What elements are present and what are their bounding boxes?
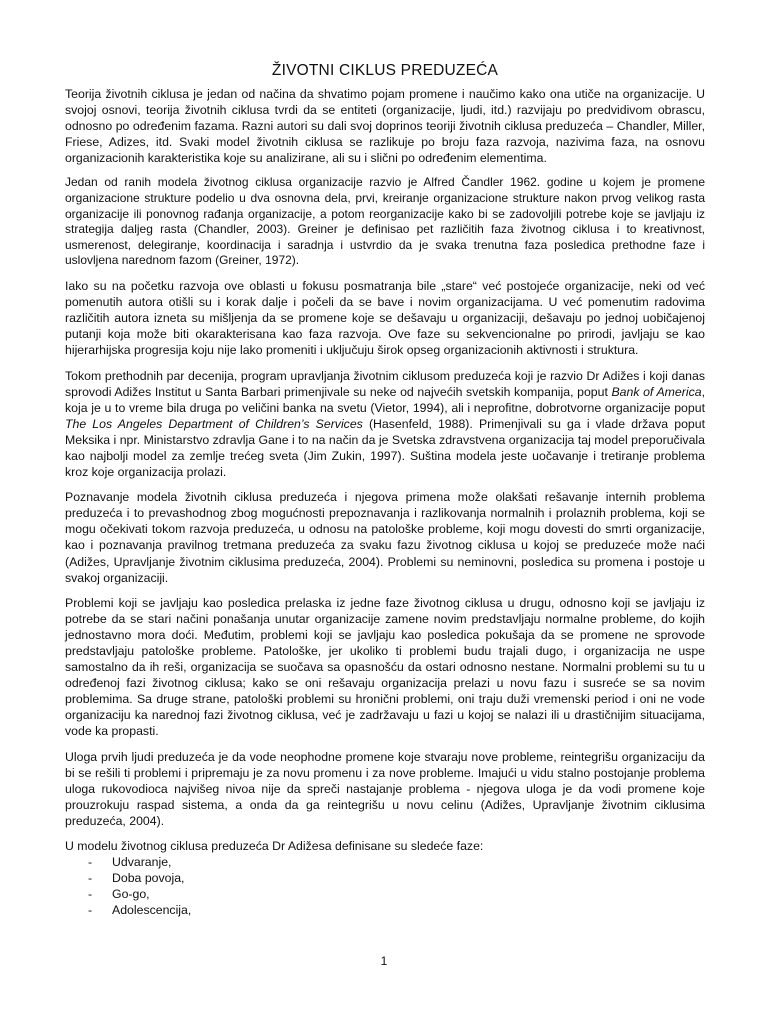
list-item [65,886,705,902]
paragraph-adizes-program [65,368,705,481]
list-dash: - [88,887,93,902]
italic-title-la-department: The Los Angeles Department of Children’s Services [65,416,363,431]
page-number: 1 [380,954,388,968]
list-item-label: Doba povoja, [112,871,185,886]
list-dash: - [88,903,93,918]
paragraph-chandler: Jedan od ranih modela životnog ciklusa organizacije razvio je Alfred Čandler 1962. godine u kojem je promene organizacione strukture podelio u dva osnovna dela, prvi, kreiranje organizacione strukture nakon prvog velikog rasta organizacije ili ponovnog rađanja organizacije, a potom reorganizacije kako bi se zadovoljili potrebe koje se javljaju iz strategija daljeg rasta (Chandler, 2003). Greiner je definisao pet različitih faza životnog ciklusa i to kreativnost, usmerenost, delegiranje, koordinacija i saradnja i ustvrdio da je svaka trenutna faza posledica prethodne faze i uslovljena narednom fazom (Greiner, 1972). [65,175,705,268]
list-item [65,870,705,886]
paragraph-intro: Teorija životnih ciklusa je jedan od načina da shvatimo pojam promene i naučimo kako ona utiče na organizacije. U svojoj osnovi, teorija životnih ciklusa tvrdi da se entiteti (organizacije, ljudi, itd.) razvijaju po predvidivom obrascu, odnosno po određenim fazama. Razni autori su dali svoj doprinos teoriji životnih ciklusa preduzeća – Chandler, Miller, Friese, Adizes, itd. Svaki model životnih ciklusa se razlikuje po broju faza razvoja, nazivima faza, na osnovu organizacionih karakteristika koje su analizirane, ali su i slični po određenim elementima. [65,87,705,166]
list-item [65,854,705,870]
list-item [65,902,705,918]
list-item-label: Adolescencija, [112,903,192,918]
paragraph-text-segment: , koja je u to vreme bila druga po veličini banka na svetu (Vietor, 1994), ali i neprofitne, dobrotvorne organizacije poput [65,384,705,415]
page-title: ŽIVOTNI CIKLUS PREDUZEĆA [271,62,499,79]
paragraph-text-segment: (Hasenfeld, 1988). Primenjivali su ga i vlade država poput Meksika i npr. Ministarstvo zdravlja Gane i to na način da je Svetska zdravstvena organizacija taj model preporučivala kao najbolji model za zemlje trećeg sveta (Jim Zukin, 1997). Suština modela jeste uočavanje i tretiranje problema kroz koje organizacija prolazi. [65,416,705,480]
paragraph-leaders-role: Uloga prvih ljudi preduzeća je da vode neophodne promene koje stvaraju nove probleme, reintegrišu organizaciju da bi se rešili ti problemi i pripremaju je za novu promenu i za nove probleme. Imajući u vidu stalno postojanje problema uloga rukovodioca najvišeg nivoa nije da spreči nastajanje problema - njegova uloga je da vodi promene koje prouzrokuju raspad sistema, a onda da ga reintegrišu u novu celinu (Adižes, Upravljanje životnim ciklusima preduzeća, 2004). [65,749,705,828]
paragraph-phases: Iako su na početku razvoja ove oblasti u fokusu posmatranja bile „stare“ već postojeće organizacije, neki od već pomenutih autora otišli su i korak dalje i počeli da se bave i novim organizacijama. U već pomenutim radovima različitih autora izneta su mišljenja da se promene koje se dešavaju u organizaciji, dešavaju po jednoj uobičajenoj putanji koja može biti okarakterisana kao faza razvoja. Ove faze su sekvencionalne po prirodi, javljaju se kao hijerarhijska progresija koju nije lako promeniti i uključuju širok opseg organizacionih aktivnosti i struktura. [65,279,705,358]
list-item-label: Udvaranje, [112,855,172,870]
paragraph-model-knowledge: Poznavanje modela životnih ciklusa preduzeća i njegova primena može olakšati rešavanje internih problema preduzeća i to prevashodnog zbog mogućnosti prepoznavanja i razlikovanja normalnih i prolaznih problema, koji se mogu očekivati tokom razvoja preduzeća, u odnosu na patološke probleme, koji mogu dovesti do smrti organizacije, kao i poznavanja pravilnog tretmana preduzeća za svaku fazu životnog ciklusa u kojoj se preduzeće može naći (Adižes, Upravljanje životnim ciklusima preduzeća, 2004). Problemi su neminovni, posledica su promena i postoje u svakoj organizaciji. [65,490,705,585]
phases-list [65,854,705,918]
list-dash: - [88,855,93,870]
paragraph-list-intro: U modelu životnog ciklusa preduzeća Dr Adižesa definisane su sledeće faze: [65,839,484,854]
list-item-label: Go-go, [112,887,150,902]
list-dash: - [88,871,93,886]
paragraph-text-segment: Tokom prethodnih par decenija, program upravljanja životnim ciklusom preduzeća koji je razvio Dr Adižes i koji danas sprovodi Adižes Institut u Santa Barbari primenjivale su neke od najvećih svetskih kompanija, poput [65,368,705,399]
paragraph-problems: Problemi koji se javljaju kao posledica prelaska iz jedne faze životnog ciklusa u drugu, odnosno koji se javljaju iz potrebe da se stari načini ponašanja unutar organizacije zamene novim predstavljaju normalne probleme, do kojih jednostavno mora doći. Međutim, problemi koji se javljaju kao posledica pokušaja da se promene ne sprovode predstavljaju patološke probleme. Patološke, jer ukoliko ti problemi budu trajali dugo, i organizacija ne uspe samostalno da ih reši, organizacija se suočava sa opasnošću da ostari odnosno nestane. Normalni problemi su tu u određenoj fazi životnog ciklusa; kako se oni rešavaju organizacija prelazi u novu fazu i susreće se sa novim problemima. Sa druge strane, patološki problemi su hronični problemi, oni traju duži vremenski period i oni ne vode organizaciju ka narednoj fazi životnog ciklusa, već je zadržavaju u fazi u kojoj se nalazi ili u drastičnijim situacijama, vode ka propasti. [65,595,705,739]
italic-title-bank: Bank of America [611,384,702,399]
